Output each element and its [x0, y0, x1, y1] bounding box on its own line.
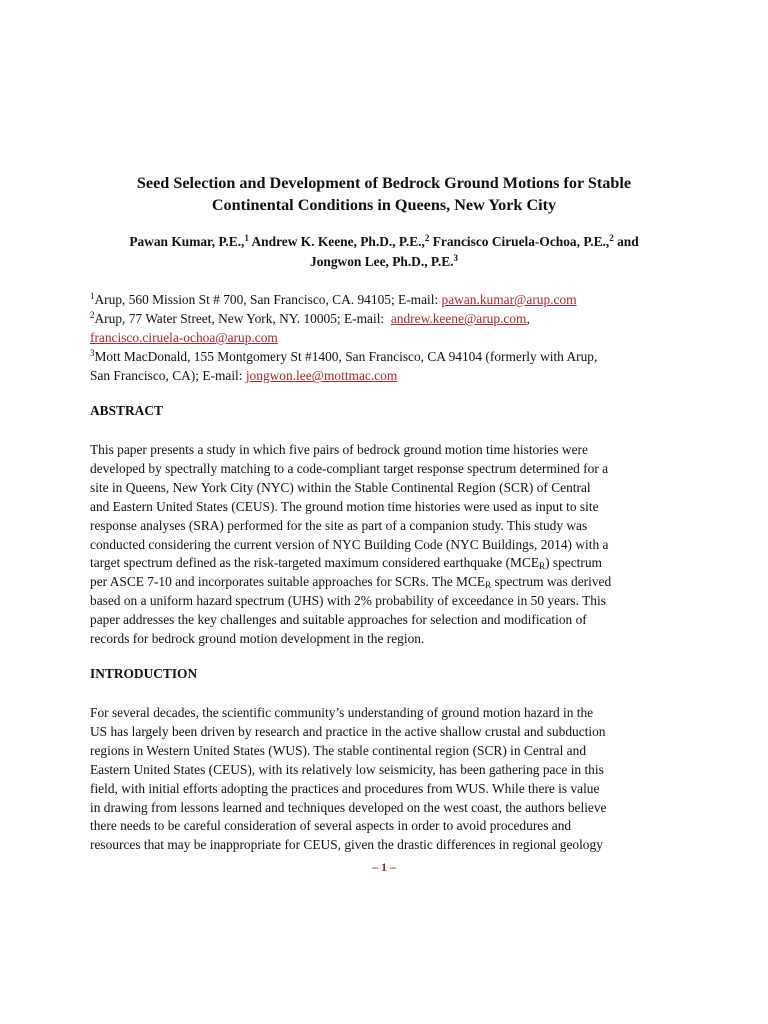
introduction-line: Eastern United States (CEUS), with its relatively low seismicity, has been gathering pace in this: [90, 761, 604, 777]
introduction-line: field, with initial efforts adopting the practices and procedures from WUS. While there is value: [90, 780, 600, 796]
author-2-affiliation-mark: 2: [424, 233, 430, 243]
author-4-affiliation-mark: 3: [453, 253, 458, 263]
subscript-r: R: [539, 561, 546, 572]
affiliation-2-text: Arup, 77 Water Street, New York, NY. 10005; E-mail:: [94, 311, 391, 327]
abstract-line: [90, 554, 690, 573]
abstract-line: conducted considering the current version of NYC Building Code (NYC Buildings, 2014) with a: [90, 536, 609, 552]
affiliations: [90, 290, 690, 385]
introduction-line: resources that may be inappropriate for CEUS, given the drastic differences in regional geology: [90, 837, 603, 853]
title-line-1: Seed Selection and Development of Bedrock Ground Motions for Stable: [136, 174, 632, 192]
introduction-line: there needs to be careful consideration of several aspects in order to avoid procedures and: [90, 818, 572, 834]
author-3-affiliation-mark: 2: [609, 233, 614, 243]
author-1: Pawan Kumar, P.E.,: [129, 234, 245, 249]
abstract-text: ) spectrum: [545, 555, 602, 571]
affiliation-1: [90, 290, 690, 309]
author-3: Francisco Ciruela-Ochoa, P.E.,: [429, 234, 610, 249]
affiliation-2-mark: 2: [90, 310, 95, 321]
email-link-andrew-keene[interactable]: andrew.keene@arup.com: [390, 311, 527, 327]
subscript-r: R: [485, 580, 492, 591]
author-1-affiliation-mark: 1: [244, 233, 249, 243]
author-conjunction: and: [613, 234, 639, 249]
author-2: Andrew K. Keene, Ph.D., P.E.,: [248, 234, 425, 249]
author-4: Jongwon Lee, Ph.D., P.E.: [310, 254, 454, 269]
affiliation-2-comma: ,: [526, 311, 530, 327]
abstract-paragraph: [90, 441, 690, 649]
abstract-heading: ABSTRACT: [90, 403, 163, 418]
affiliation-2-continued: [90, 328, 690, 347]
introduction-line: regions in Western United States (WUS). The stable continental region (SCR) in Central and: [90, 742, 587, 758]
paper-title: [90, 172, 678, 216]
abstract-text: target spectrum defined as the risk-targeted maximum considered earthquake (MCE: [90, 555, 540, 571]
abstract-line: developed by spectrally matching to a code-compliant target response spectrum determined for a: [90, 460, 609, 476]
introduction-line: For several decades, the scientific community’s understanding of ground motion hazard in the: [90, 705, 594, 720]
affiliation-3-text: Mott MacDonald, 155 Montgomery St #1400, San Francisco, CA 94104 (formerly with Arup,: [94, 349, 598, 365]
author-line-2: [90, 252, 678, 272]
affiliation-1-mark: 1: [90, 291, 95, 301]
introduction-line: in drawing from lessons learned and techniques developed on the west coast, the authors believe: [90, 799, 607, 815]
author-line-1: [90, 232, 678, 252]
affiliation-3-text-2: San Francisco, CA); E-mail:: [90, 368, 246, 384]
abstract-line: based on a uniform hazard spectrum (UHS) with 2% probability of exceedance in 50 years. This: [90, 593, 606, 609]
abstract-line: paper addresses the key challenges and suitable approaches for selection and modification of: [90, 612, 587, 628]
affiliation-2: [90, 309, 690, 328]
affiliation-1-text: Arup, 560 Mission St # 700, San Francisco, CA. 94105; E-mail:: [94, 292, 442, 307]
introduction-paragraph: [90, 704, 690, 855]
title-line-2: Continental Conditions in Queens, New York City: [211, 196, 557, 214]
abstract-line: and Eastern United States (CEUS). The ground motion time histories were used as input to site: [90, 498, 599, 514]
introduction-heading: INTRODUCTION: [90, 666, 198, 681]
introduction-line: US has largely been driven by research and practice in the active shallow crustal and subduction: [90, 723, 606, 739]
affiliation-3-continued: [90, 366, 690, 385]
email-link-francisco-ciruela-ochoa[interactable]: francisco.ciruela-ochoa@arup.com: [90, 330, 278, 346]
abstract-text: per ASCE 7-10 and incorporates suitable approaches for SCRs. The MCE: [90, 574, 486, 590]
email-link-jongwon-lee[interactable]: jongwon.lee@mottmac.com: [245, 368, 398, 384]
page-number: – 1 –: [372, 860, 396, 874]
affiliation-3-mark: 3: [90, 348, 95, 359]
affiliation-3: [90, 347, 690, 366]
author-list: [90, 232, 678, 272]
abstract-line: This paper presents a study in which five pairs of bedrock ground motion time histories were: [90, 442, 588, 457]
email-link-pawan-kumar[interactable]: pawan.kumar@arup.com: [441, 292, 577, 307]
abstract-line: response analyses (SRA) performed for the site as part of a companion study. This study was: [90, 517, 588, 533]
abstract-line: site in Queens, New York City (NYC) within the Stable Continental Region (SCR) of Central: [90, 479, 591, 495]
abstract-line: [90, 573, 690, 592]
abstract-line: records for bedrock ground motion development in the region.: [90, 631, 425, 647]
abstract-text: spectrum was derived: [491, 574, 612, 590]
